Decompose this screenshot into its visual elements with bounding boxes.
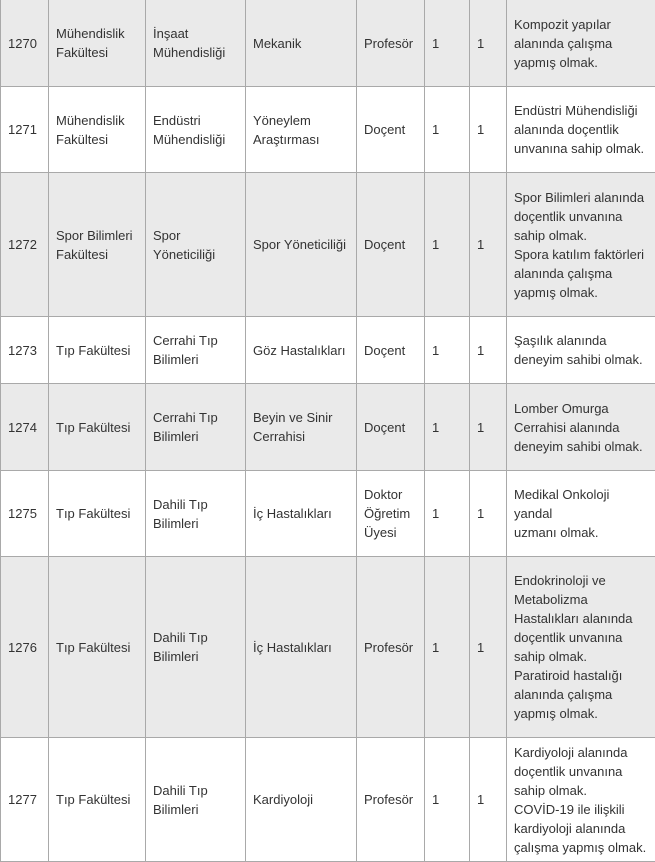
count-cell: 1 (425, 384, 470, 471)
faculty-cell: Mühendislik Fakültesi (49, 0, 146, 87)
row-number: 1275 (1, 471, 49, 557)
field-cell: Beyin ve Sinir Cerrahisi (246, 384, 357, 471)
department-cell: Dahili Tıp Bilimleri (146, 557, 246, 738)
title-cell: Doçent (357, 87, 425, 173)
count-cell: 1 (425, 317, 470, 384)
count-cell: 1 (470, 173, 507, 317)
title-cell: Doçent (357, 384, 425, 471)
department-cell: Endüstri Mühendisliği (146, 87, 246, 173)
row-number: 1277 (1, 738, 49, 862)
count-cell: 1 (425, 738, 470, 862)
condition-cell: Endüstri Mühendisliği alanında doçentlik unvanına sahip olmak. (507, 87, 655, 173)
title-cell: Doktor Öğretim Üyesi (357, 471, 425, 557)
table-row (1, 471, 655, 557)
title-cell: Profesör (357, 738, 425, 862)
count-cell: 1 (425, 471, 470, 557)
row-number: 1276 (1, 557, 49, 738)
table-row (1, 557, 655, 738)
field-cell: Spor Yöneticiliği (246, 173, 357, 317)
field-cell: Mekanik (246, 0, 357, 87)
department-cell: Cerrahi Tıp Bilimleri (146, 384, 246, 471)
count-cell: 1 (470, 317, 507, 384)
table-row (1, 173, 655, 317)
table-row (1, 0, 655, 87)
count-cell: 1 (470, 557, 507, 738)
count-cell: 1 (470, 384, 507, 471)
faculty-cell: Tıp Fakültesi (49, 738, 146, 862)
row-number: 1274 (1, 384, 49, 471)
condition-cell: Medikal Onkoloji yandal uzmanı olmak. (507, 471, 655, 557)
row-number: 1271 (1, 87, 49, 173)
department-cell: Dahili Tıp Bilimleri (146, 471, 246, 557)
faculty-cell: Tıp Fakültesi (49, 384, 146, 471)
faculty-cell: Tıp Fakültesi (49, 317, 146, 384)
faculty-cell: Tıp Fakültesi (49, 557, 146, 738)
condition-cell: Lomber Omurga Cerrahisi alanında deneyim sahibi olmak. (507, 384, 655, 471)
title-cell: Doçent (357, 173, 425, 317)
table-row (1, 738, 655, 862)
table-row (1, 87, 655, 173)
condition-cell: Şaşılık alanında deneyim sahibi olmak. (507, 317, 655, 384)
field-cell: Göz Hastalıkları (246, 317, 357, 384)
title-cell: Profesör (357, 0, 425, 87)
count-cell: 1 (470, 87, 507, 173)
faculty-cell: Spor Bilimleri Fakültesi (49, 173, 146, 317)
condition-cell: Kompozit yapılar alanında çalışma yapmış olmak. (507, 0, 655, 87)
field-cell: İç Hastalıkları (246, 471, 357, 557)
condition-cell: Spor Bilimleri alanında doçentlik unvanına sahip olmak. Spora katılım faktörleri alanında çalışma yapmış olmak. (507, 173, 655, 317)
table-row (1, 384, 655, 471)
field-cell: Kardiyoloji (246, 738, 357, 862)
title-cell: Profesör (357, 557, 425, 738)
table-row (1, 317, 655, 384)
department-cell: İnşaat Mühendisliği (146, 0, 246, 87)
department-cell: Spor Yöneticiliği (146, 173, 246, 317)
count-cell: 1 (425, 173, 470, 317)
condition-cell: Endokrinoloji ve Metabolizma Hastalıkları alanında doçentlik unvanına sahip olmak. Paratiroid hastalığı alanında çalışma yapmış olmak. (507, 557, 655, 738)
faculty-cell: Mühendislik Fakültesi (49, 87, 146, 173)
row-number: 1270 (1, 0, 49, 87)
row-number: 1273 (1, 317, 49, 384)
faculty-cell: Tıp Fakültesi (49, 471, 146, 557)
field-cell: İç Hastalıkları (246, 557, 357, 738)
condition-cell: Kardiyoloji alanında doçentlik unvanına sahip olmak. COVİD-19 ile ilişkili kardiyoloji alanında çalışma yapmış olmak. (507, 738, 655, 862)
count-cell: 1 (470, 738, 507, 862)
title-cell: Doçent (357, 317, 425, 384)
count-cell: 1 (425, 87, 470, 173)
department-cell: Cerrahi Tıp Bilimleri (146, 317, 246, 384)
count-cell: 1 (470, 471, 507, 557)
count-cell: 1 (470, 0, 507, 87)
count-cell: 1 (425, 0, 470, 87)
count-cell: 1 (425, 557, 470, 738)
field-cell: Yöneylem Araştırması (246, 87, 357, 173)
department-cell: Dahili Tıp Bilimleri (146, 738, 246, 862)
row-number: 1272 (1, 173, 49, 317)
